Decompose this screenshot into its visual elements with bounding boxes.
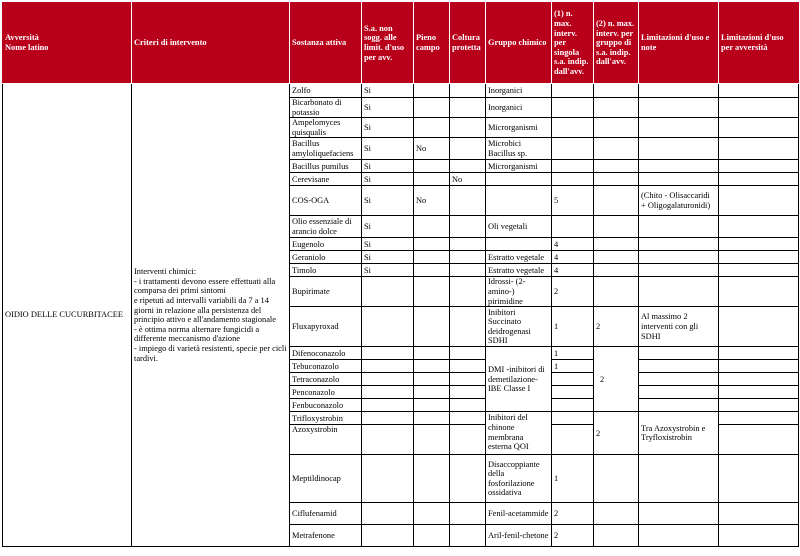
sostanza-cell: Bicarbonato di potassio (290, 98, 362, 118)
gruppo-cell (486, 238, 552, 251)
max1-cell: 2 (552, 277, 594, 307)
sa-cell (362, 360, 414, 373)
pieno-cell (414, 386, 450, 399)
max2-cell (594, 277, 639, 307)
protetta-cell (450, 399, 486, 412)
sostanza-cell: Bacillus pumilus (290, 160, 362, 173)
note-cell (639, 373, 719, 386)
protetta-cell (450, 186, 486, 216)
note-cell (639, 173, 719, 186)
note-cell (639, 399, 719, 412)
header-max-gruppo: (2) n. max. interv. per gruppo di s.a. indip. dall'avv. (594, 3, 639, 84)
note-cell (639, 251, 719, 264)
note-cell: (Chito - Olisaccaridi + Oligogalaturonidi) (639, 186, 719, 216)
lim-avv-cell (719, 307, 799, 347)
sostanza-cell: Trifloxystrobin (290, 412, 362, 425)
protetta-cell (450, 425, 486, 455)
lim-avv-cell (719, 503, 799, 525)
sostanza-cell: Metrafenone (290, 525, 362, 547)
lim-avv-cell (719, 98, 799, 118)
max1-cell: 4 (552, 264, 594, 277)
gruppo-cell: Estratto vegetale (486, 264, 552, 277)
lim-avv-cell (719, 160, 799, 173)
sa-cell (362, 347, 414, 360)
max2-cell (594, 503, 639, 525)
max1-cell: 1 (552, 307, 594, 347)
protetta-cell (450, 386, 486, 399)
max2-qoi-cell: 2 (594, 412, 639, 455)
gruppo-cell: Inorganici (486, 98, 552, 118)
max1-cell (552, 138, 594, 160)
sostanza-cell: Azoxystrobin (290, 425, 362, 455)
max1-cell: 2 (552, 525, 594, 547)
pieno-cell: No (414, 186, 450, 216)
protetta-cell (450, 455, 486, 503)
lim-avv-cell (719, 251, 799, 264)
sa-cell: Si (362, 238, 414, 251)
sostanza-cell: Geraniolo (290, 251, 362, 264)
lim-avv-cell (719, 138, 799, 160)
protetta-cell (450, 277, 486, 307)
sostanza-cell: Tetraconazolo (290, 373, 362, 386)
lim-avv-cell (719, 360, 799, 373)
max1-cell (552, 173, 594, 186)
lim-avv-cell (719, 84, 799, 98)
sa-cell: Si (362, 264, 414, 277)
max2-cell (594, 160, 639, 173)
pieno-cell (414, 399, 450, 412)
header-criteri: Criteri di intervento (132, 3, 290, 84)
sa-cell (362, 455, 414, 503)
lim-avv-cell (719, 347, 799, 360)
protetta-cell (450, 98, 486, 118)
gruppo-cell: Fenil-acetammide (486, 503, 552, 525)
protetta-cell (450, 373, 486, 386)
protetta-cell (450, 160, 486, 173)
sostanza-cell: Bupirimate (290, 277, 362, 307)
note-cell (639, 216, 719, 238)
protetta-cell: No (450, 173, 486, 186)
note-cell (639, 118, 719, 138)
max1-cell (552, 399, 594, 412)
max2-cell (594, 84, 639, 98)
sostanza-cell: Fenbuconazolo (290, 399, 362, 412)
header-avversita: Avversità Nome latino (3, 3, 132, 84)
lim-avv-cell (719, 264, 799, 277)
sostanza-cell: Cerevisane (290, 173, 362, 186)
max2-cell (594, 238, 639, 251)
note-cell (639, 238, 719, 251)
protetta-cell (450, 118, 486, 138)
note-cell (639, 98, 719, 118)
lim-avv-cell (719, 455, 799, 503)
gruppo-dmi-cell: DMI -inibitori di demetilazione- IBE Classe I (486, 347, 552, 412)
avversita-cell: OIDIO DELLE CUCURBITACEE (3, 84, 132, 547)
sa-cell: Si (362, 138, 414, 160)
sa-cell: Si (362, 84, 414, 98)
lim-avv-cell (719, 186, 799, 216)
note-cell (639, 386, 719, 399)
protetta-cell (450, 347, 486, 360)
pieno-cell (414, 238, 450, 251)
gruppo-cell: Estratto vegetale (486, 251, 552, 264)
gruppo-cell: Microrganismi (486, 160, 552, 173)
header-gruppo-chimico: Gruppo chimico (486, 3, 552, 84)
gruppo-cell: Inorganici (486, 84, 552, 98)
max2-cell (594, 264, 639, 277)
sa-cell (362, 373, 414, 386)
gruppo-cell: Aril-fenil-chetone (486, 525, 552, 547)
max1-cell (552, 84, 594, 98)
header-row (3, 3, 799, 84)
protetta-cell (450, 412, 486, 425)
sostanza-cell: Tebuconazolo (290, 360, 362, 373)
max2-cell (594, 98, 639, 118)
gruppo-cell: Inibitori Succinato deidrogenasi SDHI (486, 307, 552, 347)
sa-cell (362, 503, 414, 525)
max1-cell (552, 98, 594, 118)
protetta-cell (450, 525, 486, 547)
protetta-cell (450, 503, 486, 525)
sostanza-cell: Ampelomyces quisqualis (290, 118, 362, 138)
sa-cell: Si (362, 173, 414, 186)
table-row (3, 84, 799, 98)
note-cell (639, 347, 719, 360)
sa-cell (362, 277, 414, 307)
lim-avv-cell (719, 425, 799, 455)
pieno-cell (414, 425, 450, 455)
sostanza-cell: Eugenolo (290, 238, 362, 251)
pieno-cell (414, 373, 450, 386)
gruppo-cell: Microbici Bacillus sp. (486, 138, 552, 160)
pieno-cell (414, 503, 450, 525)
lim-avv-cell (719, 399, 799, 412)
protetta-cell (450, 238, 486, 251)
header-sa-non-sogg: S.a. non sogg. alle limit. d'uso per avv. (362, 3, 414, 84)
lim-avv-cell (719, 386, 799, 399)
protetta-cell (450, 251, 486, 264)
header-sostanza: Sostanza attiva (290, 3, 362, 84)
sostanza-cell: Penconazolo (290, 386, 362, 399)
pieno-cell (414, 277, 450, 307)
pieno-cell (414, 360, 450, 373)
sostanza-cell: Olio essenziale di arancio dolce (290, 216, 362, 238)
gruppo-cell: Idrossi- (2-amino-) pirimidine (486, 277, 552, 307)
max1-cell (552, 373, 594, 386)
pieno-cell (414, 264, 450, 277)
pieno-cell (414, 455, 450, 503)
max1-cell: 1 (552, 455, 594, 503)
max2-cell (594, 455, 639, 503)
max2-cell (594, 216, 639, 238)
max1-cell: 4 (552, 238, 594, 251)
sa-cell (362, 412, 414, 425)
sa-cell (362, 307, 414, 347)
protetta-cell (450, 138, 486, 160)
sostanza-cell: Timolo (290, 264, 362, 277)
header-limitazioni-note: Limitazioni d'uso e note (639, 3, 719, 84)
sa-cell: Si (362, 216, 414, 238)
gruppo-cell (486, 186, 552, 216)
pieno-cell (414, 251, 450, 264)
lim-avv-cell (719, 373, 799, 386)
pieno-cell (414, 216, 450, 238)
note-qoi-cell: Tra Azoxystrobin e Tryfloxistrobin (639, 412, 719, 455)
max2-cell (594, 173, 639, 186)
note-cell (639, 138, 719, 160)
lim-avv-cell (719, 238, 799, 251)
max1-cell: 4 (552, 251, 594, 264)
gruppo-cell: Oli vegetali (486, 216, 552, 238)
pieno-cell (414, 84, 450, 98)
sostanza-cell: COS-OGA (290, 186, 362, 216)
sa-cell: Si (362, 160, 414, 173)
note-cell (639, 455, 719, 503)
max1-cell (552, 118, 594, 138)
max1-cell (552, 386, 594, 399)
protetta-cell (450, 307, 486, 347)
lim-avv-cell (719, 525, 799, 547)
protetta-cell (450, 360, 486, 373)
sostanza-cell: Difenoconazolo (290, 347, 362, 360)
note-cell (639, 264, 719, 277)
sostanza-cell: Bacillus amyloliquefaciens (290, 138, 362, 160)
note-cell: Al massimo 2 interventi con gli SDHI (639, 307, 719, 347)
pieno-cell (414, 173, 450, 186)
note-cell (639, 525, 719, 547)
header-max-singola: (1) n. max. interv. per singola s.a. indip. dall'avv. (552, 3, 594, 84)
max2-cell (594, 251, 639, 264)
pieno-cell (414, 160, 450, 173)
sa-cell: Si (362, 186, 414, 216)
pieno-cell: No (414, 138, 450, 160)
protetta-cell (450, 264, 486, 277)
sostanza-cell: Fluxapyroxad (290, 307, 362, 347)
sa-cell: Si (362, 118, 414, 138)
pieno-cell (414, 347, 450, 360)
max1-cell: 5 (552, 186, 594, 216)
header-limitazioni-avversita: Limitazioni d'uso per avversità (719, 3, 799, 84)
lim-avv-cell (719, 118, 799, 138)
lim-avv-cell (719, 277, 799, 307)
max2-cell (594, 525, 639, 547)
sostanza-cell: Ciflufenamid (290, 503, 362, 525)
pieno-cell (414, 525, 450, 547)
lim-avv-cell (719, 173, 799, 186)
max1-cell (552, 425, 594, 455)
gruppo-cell (486, 173, 552, 186)
max2-cell (594, 118, 639, 138)
note-cell (639, 277, 719, 307)
lim-avv-cell (719, 216, 799, 238)
note-cell (639, 503, 719, 525)
lim-avv-cell (719, 412, 799, 425)
max2-cell: 2 (594, 307, 639, 347)
sa-cell: Si (362, 98, 414, 118)
note-cell (639, 84, 719, 98)
max2-cell (594, 186, 639, 216)
note-cell (639, 160, 719, 173)
sostanza-cell: Meptildinocap (290, 455, 362, 503)
criteri-cell: Interventi chimici: - i trattamenti devono essere effettuati alla comparsa dei primi sintomi e ripetuti ad intervalli variabili da 7 a 14 giorni in relazione alla persistenza del principio attivo e all'andamento stagionale - è ottima norma alternare fungicidi a differente meccanismo d'azione - impiego di varietà resistenti, specie per cicli tardivi. (132, 84, 290, 547)
max1-cell (552, 216, 594, 238)
sa-cell (362, 425, 414, 455)
sa-cell (362, 386, 414, 399)
max1-cell: 2 (552, 503, 594, 525)
max1-cell (552, 412, 594, 425)
max1-cell: 1 (552, 360, 594, 373)
pieno-cell (414, 98, 450, 118)
max2-cell (594, 138, 639, 160)
pieno-cell (414, 412, 450, 425)
gruppo-cell: Disaccoppiante della fosforilazione ossidativa (486, 455, 552, 503)
max1-cell (552, 160, 594, 173)
header-pieno-campo: Pieno campo (414, 3, 450, 84)
max1-cell: 1 (552, 347, 594, 360)
sostanza-cell: Zolfo (290, 84, 362, 98)
disciplinare-table (2, 2, 799, 547)
protetta-cell (450, 84, 486, 98)
gruppo-cell: Microrganismi (486, 118, 552, 138)
protetta-cell (450, 216, 486, 238)
sa-cell (362, 399, 414, 412)
gruppo-qoi-cell: Inibitori del chinone membrana esterna QOI (486, 412, 552, 455)
header-coltura-protetta: Coltura protetta (450, 3, 486, 84)
pieno-cell (414, 307, 450, 347)
max2-dmi-cell: 2 (594, 347, 639, 412)
note-cell (639, 360, 719, 373)
sa-cell (362, 525, 414, 547)
sa-cell: Si (362, 251, 414, 264)
pieno-cell (414, 118, 450, 138)
